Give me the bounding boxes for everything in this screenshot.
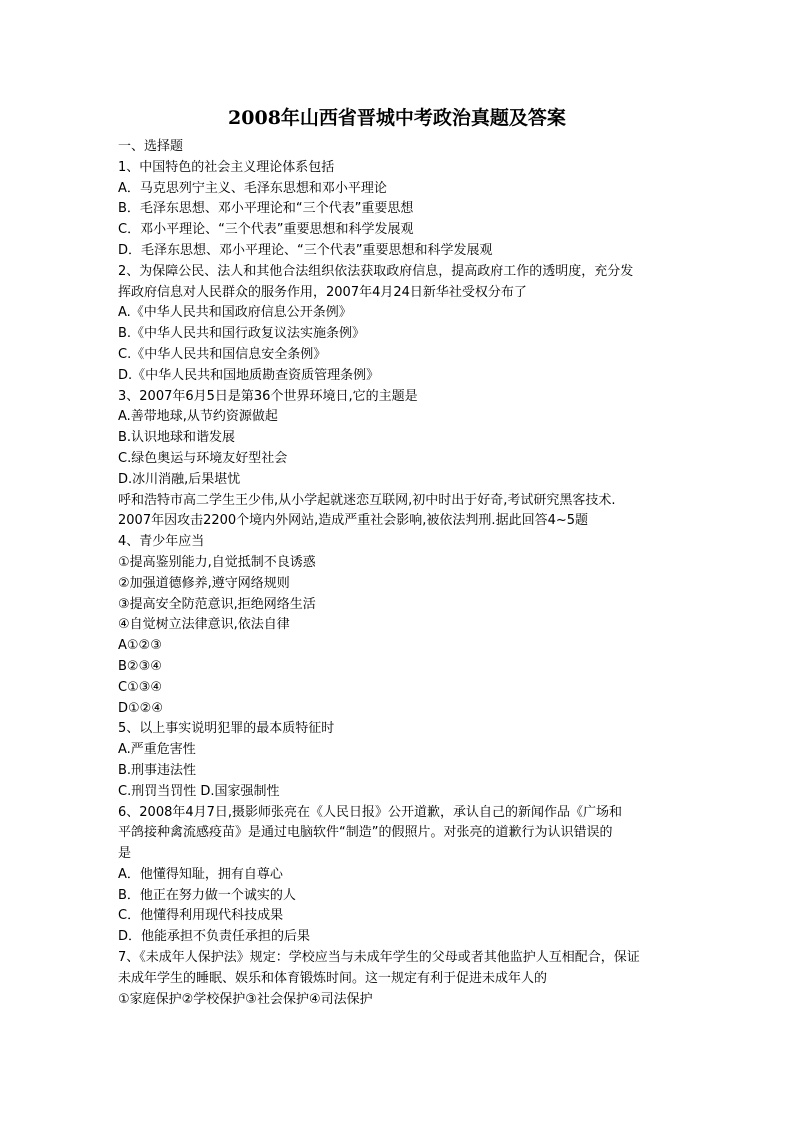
document-title: 2008年山西省晋城中考政治真题及答案 (228, 107, 566, 129)
question-4-stem: 4、青少年应当 (118, 534, 205, 550)
question-4-option-a: A①②③ (118, 638, 162, 654)
question-1-option-b: B．毛泽东思想、邓小平理论和“三个代表”重要思想 (118, 201, 414, 217)
question-1-option-a: A．马克思列宁主义、毛泽东思想和邓小平理论 (118, 180, 387, 196)
question-4-option-c: C①③④ (118, 679, 163, 695)
question-5-option-b: B.刑事违法性 (118, 762, 197, 778)
question-4-item-1: ①提高鉴别能力,自觉抵制不良诱惑 (118, 554, 316, 570)
question-4-option-d: D①②④ (118, 700, 163, 716)
question-5-option-a: A.严重危害性 (118, 742, 196, 758)
question-1-option-c: C．邓小平理论、“三个代表”重要思想和科学发展观 (118, 222, 414, 238)
passage-line: 呼和浩特市高二学生王少伟,从小学起就迷恋互联网,初中时出于好奇,考试研究黑客技术. (118, 492, 616, 508)
question-2-option-c: C.《中华人民共和国信息安全条例》 (118, 346, 327, 362)
question-4-item-3: ③提高安全防范意识,拒绝网络生活 (118, 596, 316, 612)
question-3-option-b: B.认识地球和谐发展 (118, 430, 236, 446)
question-1-stem: 1、中国特色的社会主义理论体系包括 (118, 159, 335, 175)
question-3-option-d: D.冰川消融,后果堪忧 (118, 471, 241, 487)
question-3-option-c: C.绿色奥运与环境友好型社会 (118, 450, 288, 466)
question-3-stem: 3、2007年6月5日是第36个世界环境日,它的主题是 (118, 388, 418, 404)
passage-line: 2007年因攻击2200个境内外网站,造成严重社会影响,被依法判刑.据此回答4~5题 (118, 513, 588, 529)
question-6-option-b: B．他正在努力做一个诚实的人 (118, 887, 296, 903)
question-6-option-c: C．他懂得利用现代科技成果 (118, 908, 284, 924)
question-2-stem-continued: 挥政府信息对人民群众的服务作用，2007年4月24日新华社受权分布了 (118, 284, 527, 300)
question-2-option-b: B.《中华人民共和国行政复议法实施条例》 (118, 326, 366, 342)
question-2-option-a: A.《中华人民共和国政府信息公开条例》 (118, 305, 352, 321)
question-6-option-a: A．他懂得知耻，拥有自尊心 (118, 866, 283, 882)
question-6-stem: 6、2008年4月7日,摄影师张亮在《人民日报》公开道歉，承认自己的新闻作品《广场和 (118, 804, 623, 820)
question-4-item-2: ②加强道德修养,遵守网络规则 (118, 575, 290, 591)
question-2-option-d: D.《中华人民共和国地质勘查资质管理条例》 (118, 367, 380, 383)
question-3-option-a: A.善带地球,从节约资源做起 (118, 409, 278, 425)
document-body (118, 137, 678, 1010)
question-7-stem-continued: 未成年学生的睡眠、娱乐和体育锻炼时间。这一规定有利于促进未成年人的 (118, 970, 548, 986)
question-5-stem: 5、以上事实说明犯罪的最本质特征时 (118, 721, 335, 737)
question-5-option-c-d: C.刑罚当罚性 D.国家强制性 (118, 783, 280, 799)
question-1-option-d: D．毛泽东思想、邓小平理论、“三个代表”重要思想和科学发展观 (118, 242, 493, 258)
question-7-items: ①家庭保护②学校保护③社会保护④司法保护 (118, 991, 373, 1007)
question-6-stem-continued: 平鸽接种禽流感疫苗》是通过电脑软件“制造”的假照片。对张亮的道歉行为认识错误的 (118, 825, 613, 841)
question-4-item-4: ④自觉树立法律意识,依法自律 (118, 617, 290, 633)
question-6-stem-continued: 是 (118, 846, 132, 862)
question-2-stem: 2、为保障公民、法人和其他合法组织依法获取政府信息，提高政府工作的透明度，充分发 (118, 263, 634, 279)
question-6-option-d: D．他能承担不负责任承担的后果 (118, 929, 311, 945)
question-4-option-b: B②③④ (118, 658, 162, 674)
question-7-stem: 7、《未成年人保护法》规定：学校应当与未成年学生的父母或者其他监护人互相配合，保证 (118, 950, 640, 966)
section-heading: 一、选择题 (118, 139, 184, 154)
